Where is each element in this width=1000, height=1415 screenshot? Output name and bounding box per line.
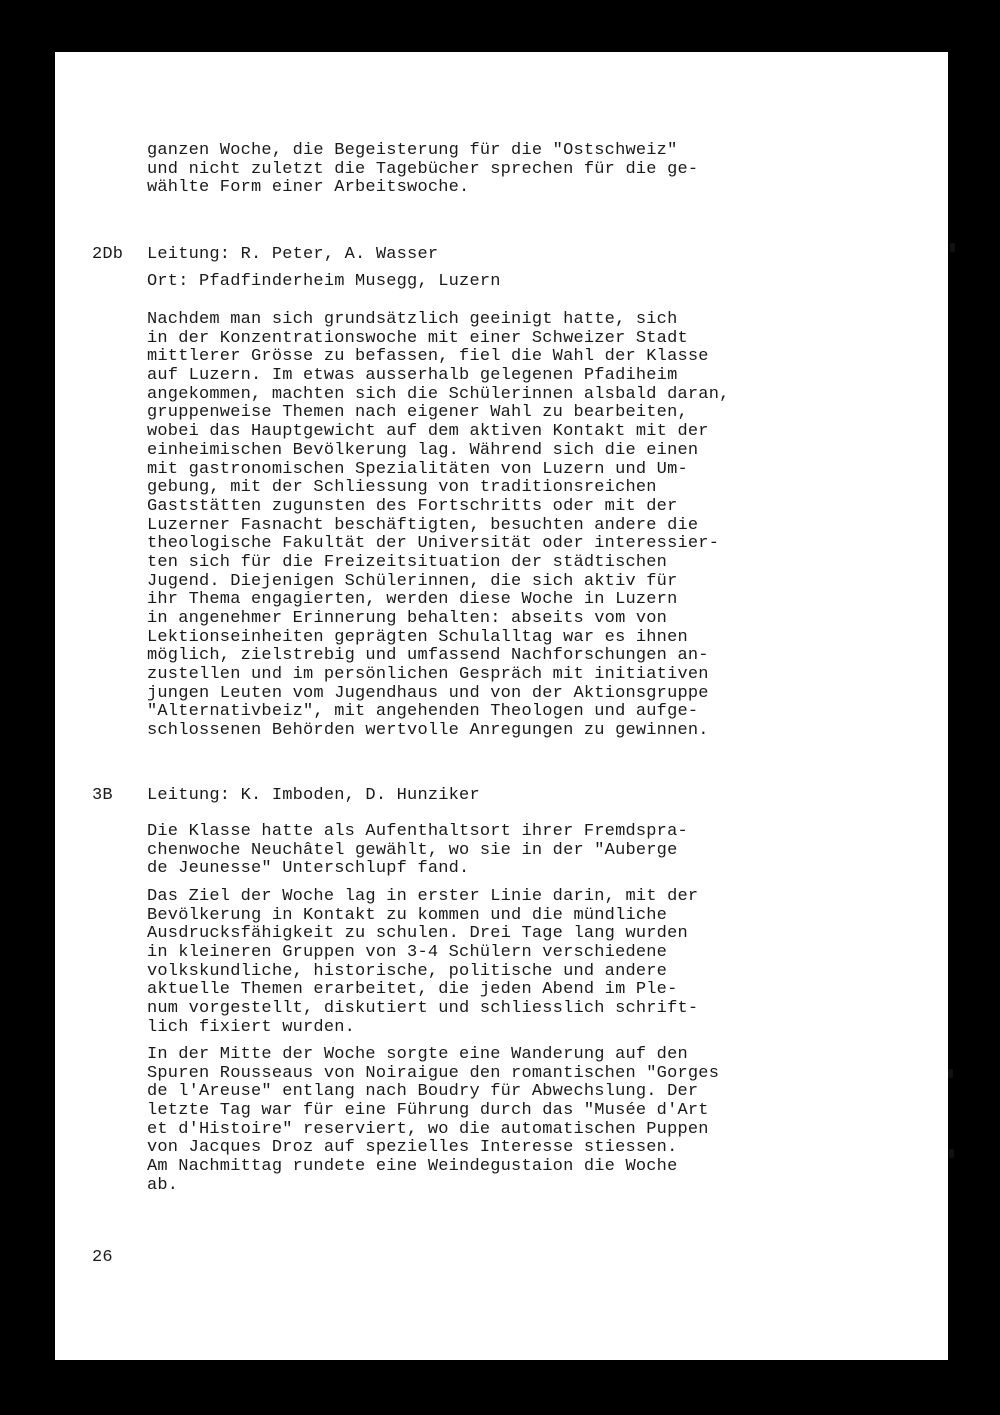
paragraph-line: Bevölkerung in Kontakt zu kommen und die mündliche xyxy=(147,905,668,925)
paragraph-line: letzte Tag war für eine Führung durch das "Musée d'Art xyxy=(147,1101,709,1121)
paragraph-line: möglich, zielstrebig und umfassend Nachforschungen an- xyxy=(147,646,709,666)
paragraph-line: zustellen und im persönlichen Gespräch mit initiativen xyxy=(147,665,709,685)
paragraph-line: ten sich für die Freizeitsituation der städtischen xyxy=(147,552,668,572)
paragraph-line: in kleineren Gruppen von 3-4 Schülern verschiedene xyxy=(147,943,668,963)
paragraph-line: Die Klasse hatte als Aufenthaltsort ihrer Fremdspra- xyxy=(147,822,688,841)
paragraph-line: in angenehmer Erinnerung behalten: abseits vom von xyxy=(147,609,668,628)
paragraph-line: num vorgestellt, diskutiert und schliesslich schrift- xyxy=(147,999,699,1019)
section-3b-paragraph-2 xyxy=(147,888,698,1038)
paragraph-line: "Alternativbeiz", mit angehenden Theologen und aufge- xyxy=(147,702,699,722)
paragraph-line: ab. xyxy=(147,1175,179,1195)
paragraph-line: von Jacques Droz auf spezielles Interesse stiessen. xyxy=(147,1138,678,1158)
paragraph-line: ihr Thema engagierten, werden diese Woche in Luzern xyxy=(147,590,678,610)
paragraph-line: schlossenen Behörden wertvolle Anregungen zu gewinnen. xyxy=(147,721,709,741)
paragraph-line: mittlerer Grösse zu befassen, fiel die Wahl der Klasse xyxy=(147,347,709,367)
paragraph-line: Nachdem man sich grundsätzlich geeinigt hatte, sich xyxy=(147,310,678,329)
paragraph-line: et d'Histoire" reserviert, wo die automatischen Puppen xyxy=(147,1119,709,1139)
section-2db-ort xyxy=(147,273,501,292)
paragraph-line: de l'Areuse" entlang nach Boudry für Abwechslung. Der xyxy=(147,1082,699,1102)
section-3b-paragraph-3 xyxy=(147,1046,719,1196)
section-3b-leitung xyxy=(147,787,480,806)
paragraph-line: Ausdrucksfähigkeit zu schulen. Drei Tage lang wurden xyxy=(147,924,688,944)
paragraph-line: gebung, mit der Schliessung von traditionsreichen xyxy=(147,478,657,498)
intro-paragraph xyxy=(147,142,698,198)
paragraph-line: In der Mitte der Woche sorgte eine Wanderung auf den xyxy=(147,1045,688,1064)
paragraph-line: Spuren Rousseaus von Noiraigue den romantischen "Gorges xyxy=(147,1063,720,1083)
ort-line: Ort: Pfadfinderheim Musegg, Luzern xyxy=(147,272,501,291)
section-3b-paragraph-1 xyxy=(147,823,688,879)
section-label-2db: 2Db xyxy=(92,245,124,264)
intro-line: und nicht zuletzt die Tagebücher sprechen für die ge- xyxy=(147,159,699,179)
paragraph-line: angekommen, machten sich die Schülerinnen alsbald daran, xyxy=(147,384,730,404)
binding-mark xyxy=(948,1069,953,1078)
paragraph-line: einheimischen Bevölkerung lag. Während sich die einen xyxy=(147,440,699,460)
section-label-3b: 3B xyxy=(92,786,113,805)
paragraph-line: auf Luzern. Im etwas ausserhalb gelegenen Pfadiheim xyxy=(147,366,678,386)
leitung-line: Leitung: K. Imboden, D. Hunziker xyxy=(147,786,480,805)
paragraph-line: Am Nachmittag rundete eine Weindegustaion die Woche xyxy=(147,1157,678,1177)
section-2db-paragraph xyxy=(147,311,730,741)
paragraph-line: Lektionseinheiten geprägten Schulalltag war es ihnen xyxy=(147,627,688,647)
paragraph-line: gruppenweise Themen nach eigener Wahl zu bearbeiten, xyxy=(147,403,688,423)
paragraph-line: volkskundliche, historische, politische und andere xyxy=(147,961,668,981)
paragraph-line: aktuelle Themen erarbeitet, die jeden Abend im Ple- xyxy=(147,980,678,1000)
section-2db-leitung xyxy=(147,246,438,265)
paragraph-line: Gaststätten zugunsten des Fortschritts oder mit der xyxy=(147,496,678,516)
paragraph-line: Luzerner Fasnacht beschäftigten, besuchten andere die xyxy=(147,515,699,535)
binding-mark xyxy=(950,243,955,252)
paragraph-line: jungen Leuten vom Jugendhaus und von der Aktionsgruppe xyxy=(147,683,709,703)
paragraph-line: mit gastronomischen Spezialitäten von Luzern und Um- xyxy=(147,459,688,479)
paragraph-line: Das Ziel der Woche lag in erster Linie darin, mit der xyxy=(147,887,699,906)
page-number: 26 xyxy=(92,1248,113,1267)
leitung-line: Leitung: R. Peter, A. Wasser xyxy=(147,245,439,264)
binding-mark xyxy=(949,1149,954,1158)
paragraph-line: chenwoche Neuchâtel gewählt, wo sie in der "Auberge xyxy=(147,840,678,860)
paragraph-line: in der Konzentrationswoche mit einer Schweizer Stadt xyxy=(147,328,688,348)
paragraph-line: theologische Fakultät der Universität oder interessier- xyxy=(147,534,720,554)
paragraph-line: de Jeunesse" Unterschlupf fand. xyxy=(147,859,470,879)
paragraph-line: lich fixiert wurden. xyxy=(147,1017,356,1037)
paragraph-line: Jugend. Diejenigen Schülerinnen, die sich aktiv für xyxy=(147,571,678,591)
paragraph-line: wobei das Hauptgewicht auf dem aktiven Kontakt mit der xyxy=(147,422,709,442)
intro-line: ganzen Woche, die Begeisterung für die "Ostschweiz" xyxy=(147,141,678,160)
intro-line: wählte Form einer Arbeitswoche. xyxy=(147,178,470,198)
document-page xyxy=(55,52,948,1360)
